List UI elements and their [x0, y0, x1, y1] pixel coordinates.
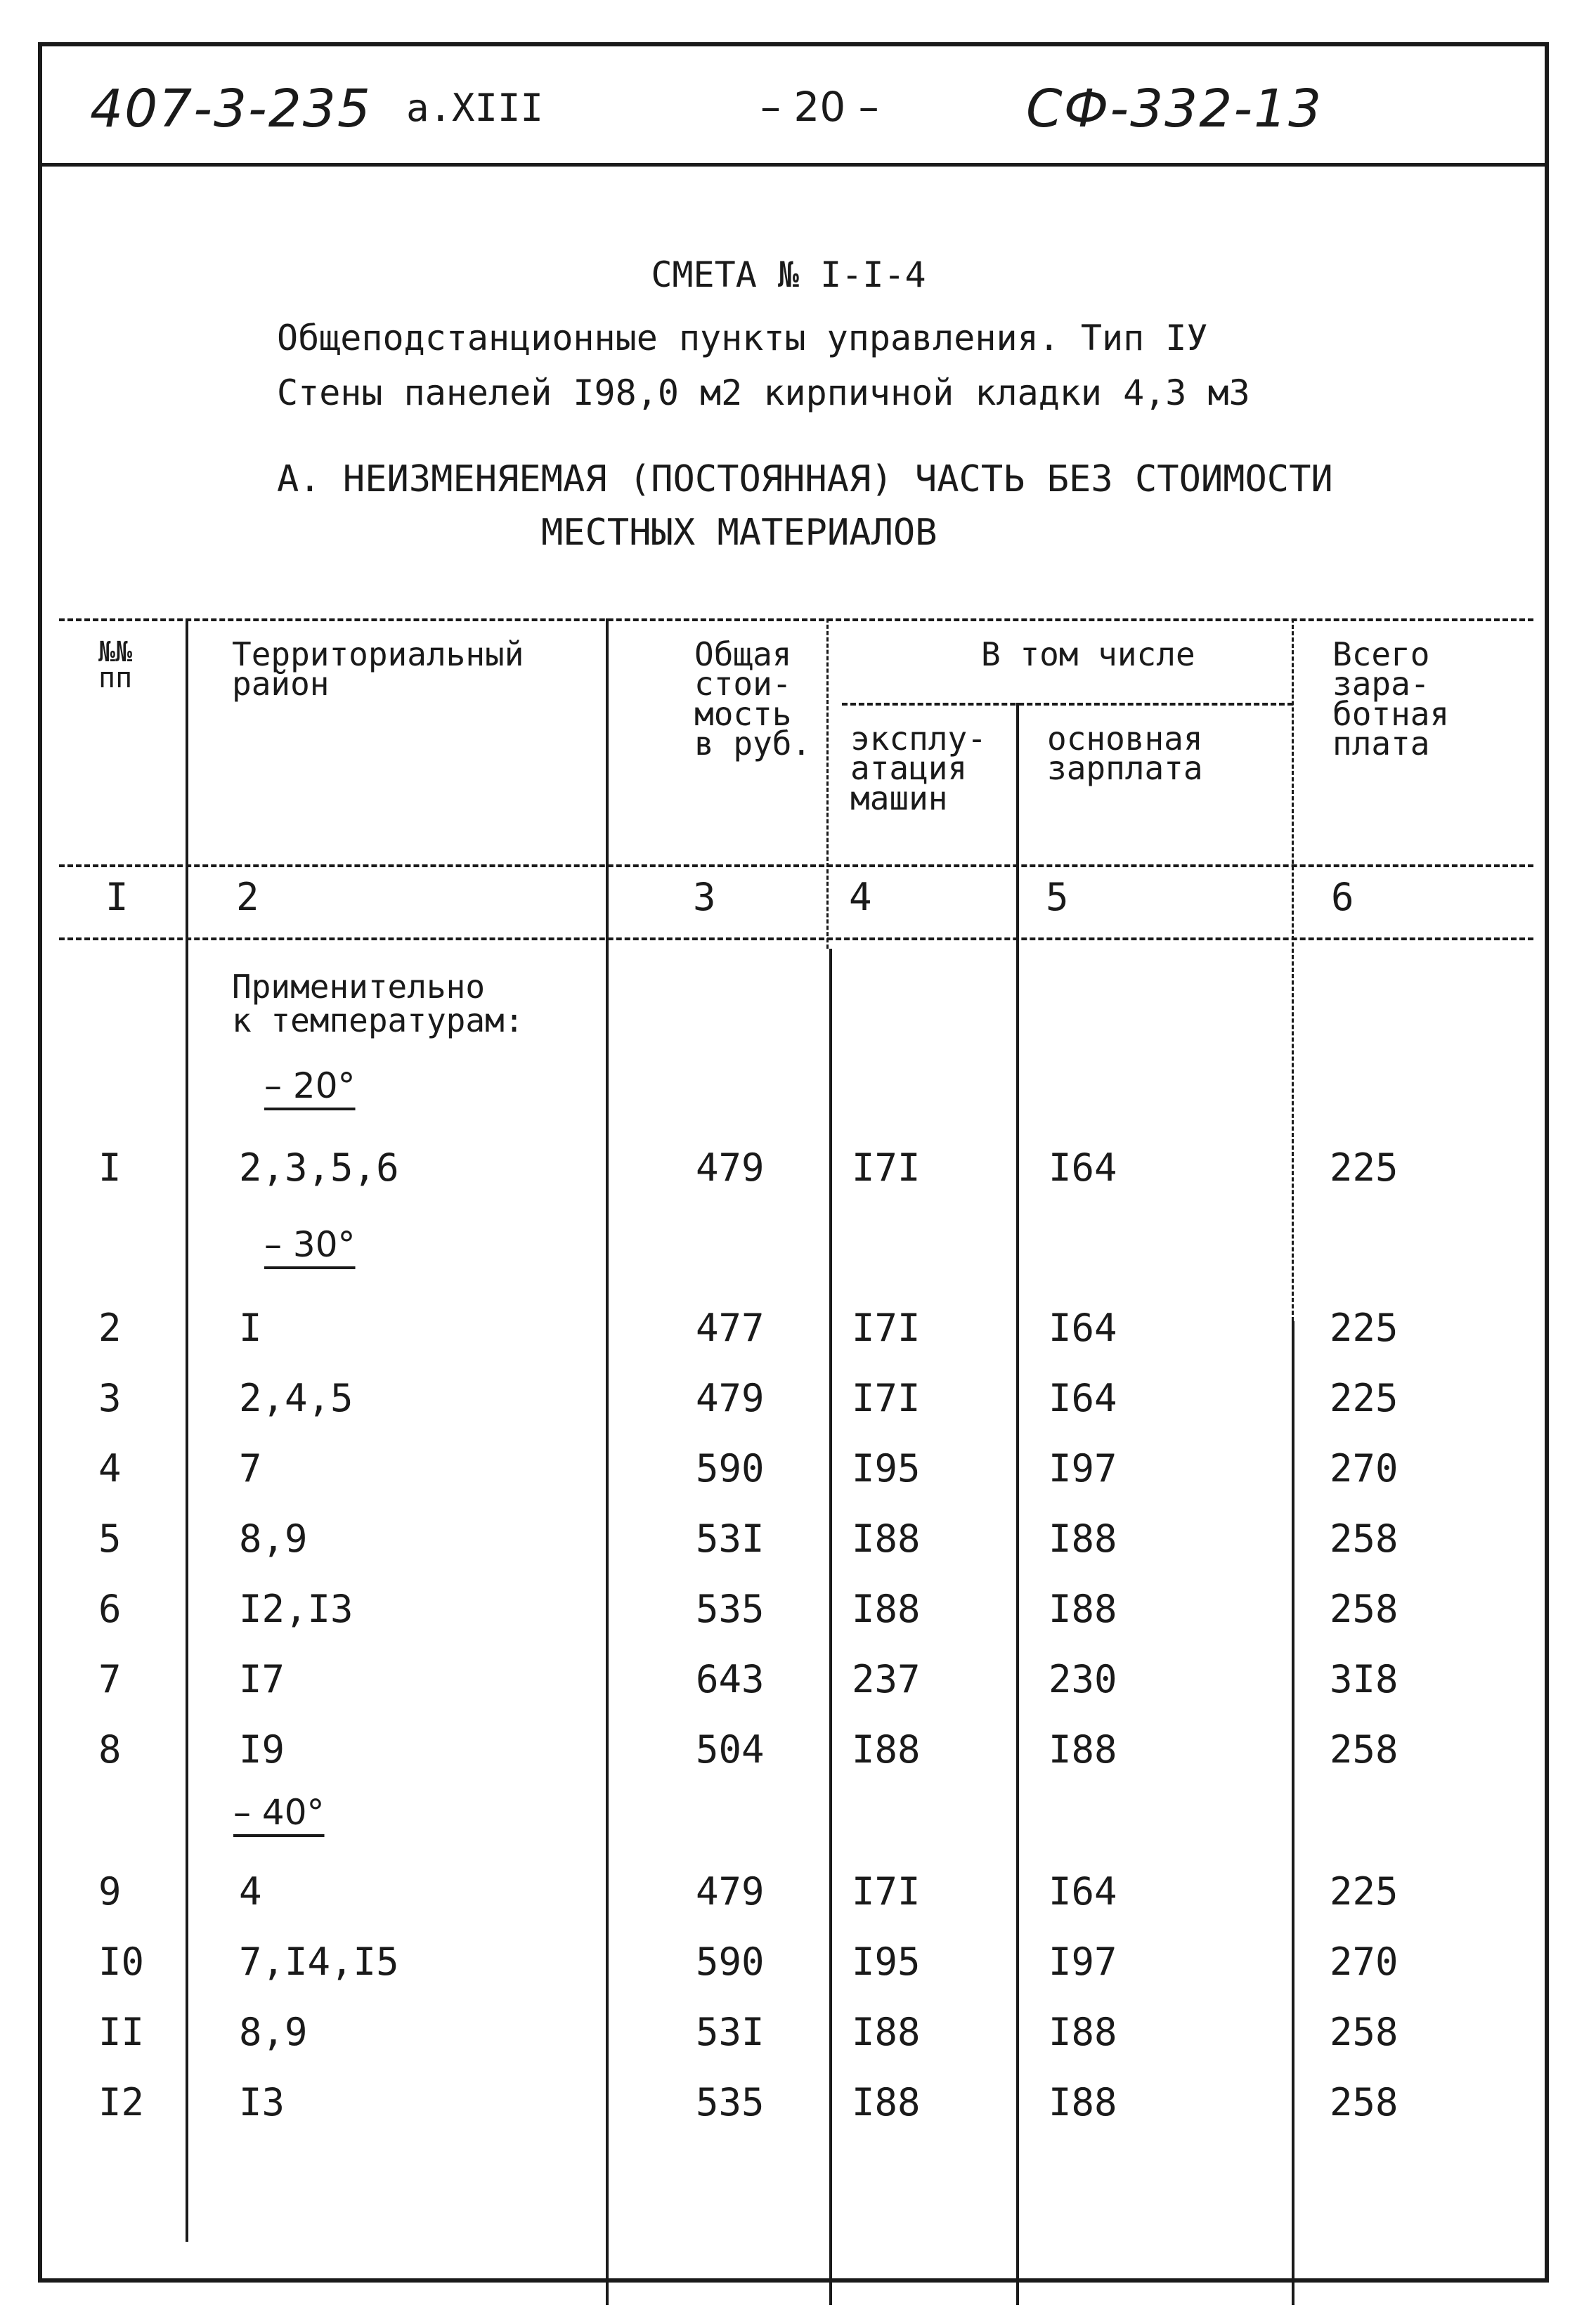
- row-machines: I88: [852, 2080, 921, 2124]
- subheader-rule: [842, 703, 1293, 706]
- row-num: 9: [98, 1869, 122, 1914]
- estimate-scope: Стены панелей I98,0 м2 кирпичной кладки 4,3 м3: [277, 372, 1250, 413]
- row-region: I9: [239, 1727, 285, 1772]
- row-wage: I64: [1049, 1869, 1117, 1914]
- row-all-wage: 225: [1330, 1306, 1398, 1350]
- row-total: 535: [696, 2080, 765, 2124]
- row-region: 2,4,5: [239, 1376, 353, 1420]
- header-bottom-rule: [59, 864, 1533, 867]
- col-divider-3-top: [826, 618, 829, 949]
- header-num: №№ пп: [98, 636, 133, 694]
- row-total: 535: [696, 1587, 765, 1631]
- row-region: 7: [239, 1446, 262, 1491]
- row-region: 7,I4,I5: [239, 1940, 399, 1984]
- header-divider: [38, 163, 1549, 167]
- section-title: А. НЕИЗМЕНЯЕМАЯ (ПОСТОЯННАЯ) ЧАСТЬ БЕЗ СТОИМОСТИ: [277, 458, 1333, 500]
- row-machines: I7I: [852, 1145, 921, 1190]
- row-wage: I97: [1049, 1446, 1117, 1491]
- row-num: 3: [98, 1376, 122, 1420]
- row-total: 53I: [696, 1517, 765, 1561]
- temperature-note: Применительно к температурам:: [232, 968, 524, 1040]
- header-wage: основная зарплата: [1047, 720, 1203, 788]
- estimate-subject: Общеподстанционные пункты управления. Тип IУ: [277, 318, 1208, 358]
- row-wage: I64: [1049, 1145, 1117, 1190]
- table-top-rule: [59, 618, 1533, 621]
- row-all-wage: 270: [1330, 1940, 1398, 1984]
- row-wage: I88: [1049, 1517, 1117, 1561]
- row-wage: I88: [1049, 1587, 1117, 1631]
- row-machines: I88: [852, 2010, 921, 2054]
- row-num: I: [98, 1145, 122, 1190]
- row-all-wage: 225: [1330, 1376, 1398, 1420]
- row-all-wage: 258: [1330, 1727, 1398, 1772]
- row-all-wage: 3I8: [1330, 1657, 1398, 1701]
- row-wage: I64: [1049, 1306, 1117, 1350]
- row-wage: I88: [1049, 2080, 1117, 2124]
- row-num: I0: [98, 1940, 145, 1984]
- temperature-group-20: – 20°: [264, 1065, 356, 1106]
- row-num: 6: [98, 1587, 122, 1631]
- row-num: II: [98, 2010, 145, 2054]
- row-total: 479: [696, 1376, 765, 1420]
- row-machines: I95: [852, 1446, 921, 1491]
- col-divider-2: [606, 618, 609, 2305]
- row-all-wage: 258: [1330, 2080, 1398, 2124]
- row-total: 643: [696, 1657, 765, 1701]
- row-region: 8,9: [239, 1517, 308, 1561]
- col-number-5: 5: [1046, 875, 1069, 919]
- row-region: I2,I3: [239, 1587, 353, 1631]
- page-number: – 20 –: [760, 83, 879, 131]
- row-machines: I7I: [852, 1869, 921, 1914]
- row-total: 479: [696, 1145, 765, 1190]
- row-total: 479: [696, 1869, 765, 1914]
- row-num: 2: [98, 1306, 122, 1350]
- row-all-wage: 258: [1330, 1587, 1398, 1631]
- col-divider-3: [829, 949, 832, 2305]
- row-region: I3: [239, 2080, 285, 2124]
- row-region: I: [239, 1306, 262, 1350]
- row-machines: I88: [852, 1517, 921, 1561]
- colnum-bottom-rule: [59, 937, 1533, 940]
- row-num: 4: [98, 1446, 122, 1491]
- col-divider-1: [186, 618, 188, 2242]
- row-all-wage: 225: [1330, 1145, 1398, 1190]
- row-wage: I97: [1049, 1940, 1117, 1984]
- header-region: Территориальный район: [232, 635, 524, 703]
- row-machines: I95: [852, 1940, 921, 1984]
- row-all-wage: 258: [1330, 2010, 1398, 2054]
- col-number-3: 3: [693, 875, 716, 919]
- row-region: I7: [239, 1657, 285, 1701]
- temperature-group-40: – 40°: [233, 1792, 325, 1833]
- col-divider-5-top: [1292, 618, 1294, 1321]
- header-including: В том числе: [981, 635, 1195, 673]
- row-num: 7: [98, 1657, 122, 1701]
- col-number-2: 2: [236, 875, 259, 919]
- row-all-wage: 258: [1330, 1517, 1398, 1561]
- row-total: 590: [696, 1446, 765, 1491]
- row-machines: I88: [852, 1727, 921, 1772]
- row-wage: I88: [1049, 2010, 1117, 2054]
- col-number-6: 6: [1331, 875, 1354, 919]
- row-num: 5: [98, 1517, 122, 1561]
- row-total: 53I: [696, 2010, 765, 2054]
- row-region: 4: [239, 1869, 262, 1914]
- row-total: 590: [696, 1940, 765, 1984]
- header-all-wage: Всего зара- ботная плата: [1332, 635, 1450, 762]
- row-num: 8: [98, 1727, 122, 1772]
- col-number-4: 4: [849, 875, 872, 919]
- row-region: 8,9: [239, 2010, 308, 2054]
- row-machines: I7I: [852, 1376, 921, 1420]
- section-title-cont: МЕСТНЫХ МАТЕРИАЛОВ: [541, 512, 937, 554]
- series-code: СФ-332-13: [1026, 79, 1323, 139]
- row-machines: 237: [852, 1657, 921, 1701]
- temperature-group-30: – 30°: [264, 1224, 356, 1265]
- header-total: Общая стои- мость в руб.: [694, 635, 812, 762]
- row-region: 2,3,5,6: [239, 1145, 399, 1190]
- row-total: 477: [696, 1306, 765, 1350]
- row-machines: I7I: [852, 1306, 921, 1350]
- col-number-1: I: [105, 875, 129, 919]
- estimate-title: СМЕТА № I-I-4: [651, 254, 926, 295]
- row-all-wage: 225: [1330, 1869, 1398, 1914]
- col-divider-4: [1016, 703, 1019, 2305]
- col-divider-5: [1292, 1321, 1294, 2305]
- row-wage: 230: [1049, 1657, 1117, 1701]
- row-num: I2: [98, 2080, 145, 2124]
- row-machines: I88: [852, 1587, 921, 1631]
- row-all-wage: 270: [1330, 1446, 1398, 1491]
- row-wage: I88: [1049, 1727, 1117, 1772]
- album-number: а.XIII: [406, 86, 544, 130]
- header-machines: эксплу- атация машин: [850, 720, 987, 817]
- row-wage: I64: [1049, 1376, 1117, 1420]
- row-total: 504: [696, 1727, 765, 1772]
- doc-code: 407-3-235: [90, 79, 372, 139]
